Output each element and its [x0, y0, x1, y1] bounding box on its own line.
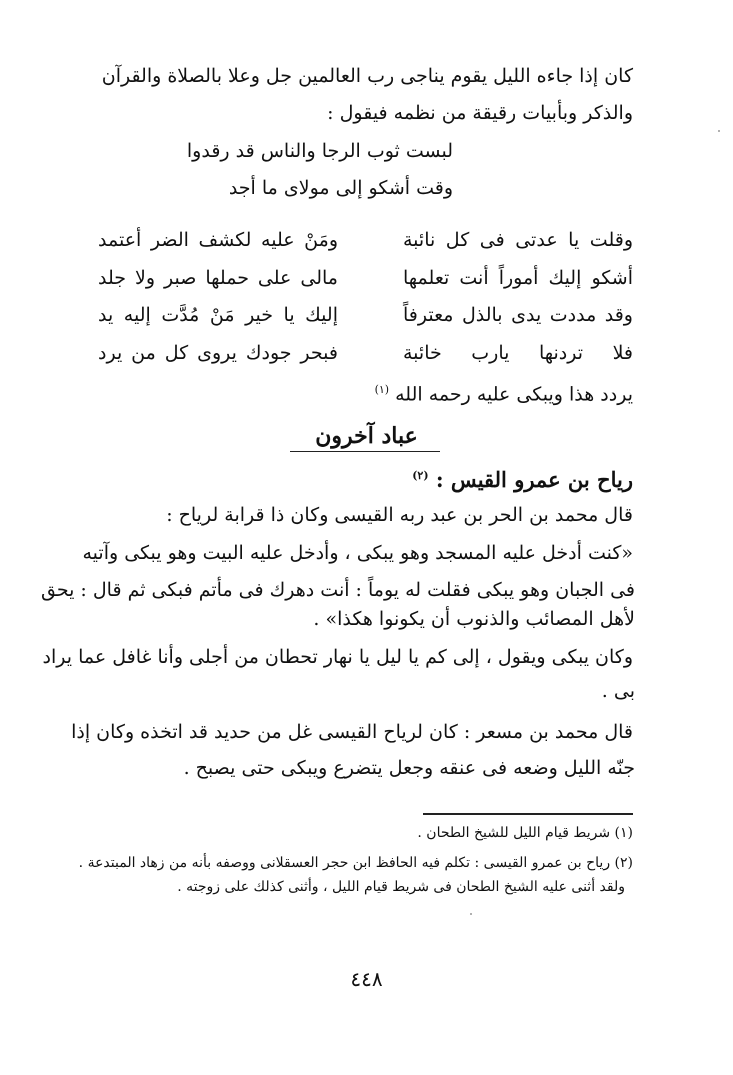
paragraph-2-line-4: لأهل المصائب والذنوب أن يكونوا هكذا» . — [313, 608, 635, 630]
poem-2-row-4-first-hemistich: فلا تردنها يارب خائبة — [403, 342, 633, 364]
scan-speck — [718, 130, 720, 132]
paragraph-2-line-2: «كنت أدخل عليه المسجد وهو يبكى ، وأدخل عليه البيت وهو يبكى وآتيه — [82, 542, 633, 564]
paragraph-1-line-1: كان إذا جاءه الليل يقوم يناجى رب العالمين جل وعلا بالصلاة والقرآن — [101, 65, 633, 87]
poem-2-row-1-first-hemistich: وقلت يا عدتى فى كل نائبة — [403, 229, 633, 251]
page-number: ٤٤٨ — [350, 967, 383, 991]
poem-2-row-3-second-hemistich: إليك يا خير مَنْ مُدَّت إليه يد — [98, 304, 338, 326]
footnote-ref-1: (١) — [374, 383, 390, 396]
paragraph-4-line-2: جنّه الليل وضعه فى عنقه وجعل يتضرع ويبكى حتى يصبح . — [183, 757, 635, 779]
footnote-2-continuation: ولقد أثنى عليه الشيخ الطحان فى شريط قيام الليل ، وأثنى كذلك على زوجته . — [177, 879, 625, 895]
poem-1-line-1: لبست ثوب الرجا والناس قد رقدوا — [186, 140, 453, 162]
paragraph-4-line-1: قال محمد بن مسعر : كان لرياح القيسى غل من حديد قد اتخذه وكان إذا — [71, 721, 633, 743]
section-heading-underline — [290, 451, 440, 452]
subheading-riyah — [412, 462, 633, 494]
poem-1-line-2: وقت أشكو إلى مولاى ما أجد — [228, 177, 453, 199]
paragraph-1-line-2: والذكر وبأبيات رقيقة من نظمه فيقول : — [327, 102, 633, 124]
paragraph-2-line-1: قال محمد بن الحر بن عبد ربه القيسى وكان ذا قرابة لرياح : — [166, 504, 633, 526]
subheading-text: رياح بن عمرو القيس : — [435, 467, 633, 492]
footnote-2: (٢) رياح بن عمرو القيسى : تكلم فيه الحافظ ابن حجر العسقلانى ووصفه بأنه من زهاد المبتدعة . — [78, 855, 633, 871]
section-heading: عباد آخرون — [315, 423, 418, 449]
scan-speck — [470, 913, 472, 915]
poem-2-row-1-second-hemistich: ومَنْ عليه لكشف الضر أعتمد — [98, 229, 338, 251]
footnote-divider — [423, 813, 633, 815]
paragraph-3-line-2: بى . — [601, 680, 635, 702]
footnote-1: (١) شريط قيام الليل للشيخ الطحان . — [417, 825, 633, 841]
poem-2-closing-text: يردد هذا ويبكى عليه رحمه الله — [395, 383, 633, 406]
poem-2-row-3-first-hemistich: وقد مددت يدى بالذل معترفاً — [403, 304, 633, 326]
poem-2-row-4-second-hemistich: فبحر جودك يروى كل من يرد — [98, 342, 338, 364]
poem-2-row-2-first-hemistich: أشكو إليك أموراً أنت تعلمها — [403, 267, 633, 289]
poem-2-row-2-second-hemistich: مالى على حملها صبر ولا جلد — [98, 267, 338, 289]
footnote-ref-2: (٢) — [412, 469, 429, 482]
paragraph-2-line-3: فى الجبان وهو يبكى فقلت له يوماً : أنت دهرك فى مأتم فبكى ثم قال : يحق — [40, 579, 635, 601]
poem-2-closing-line — [95, 376, 633, 408]
paragraph-3-line-1: وكان يبكى ويقول ، إلى كم يا ليل يا نهار تحطان من أجلى وأنا غافل عما يراد — [42, 646, 633, 668]
